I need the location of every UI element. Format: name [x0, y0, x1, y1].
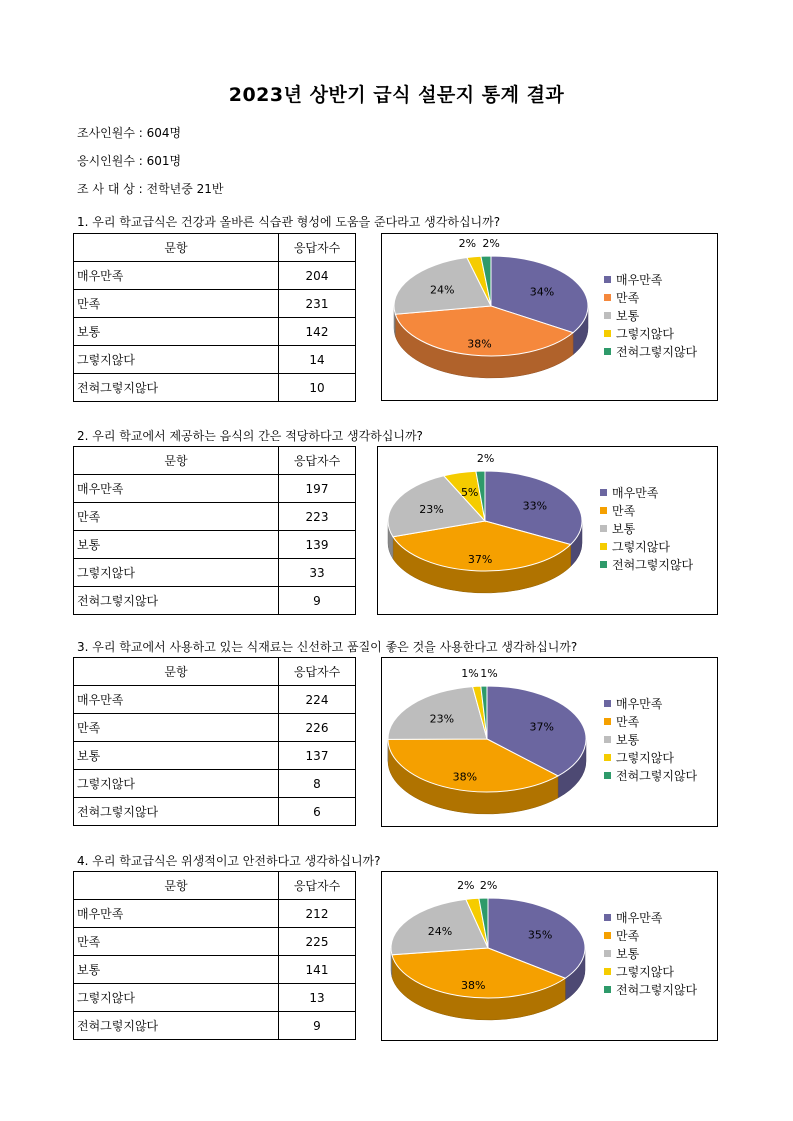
- question-title: 2. 우리 학교에서 제공하는 음식의 간은 적당하다고 생각하십니까?: [77, 429, 423, 443]
- question-title: 4. 우리 학교급식은 위생적이고 안전하다고 생각하십니까?: [77, 854, 381, 868]
- option-label: 만족: [74, 503, 279, 531]
- option-label: 그렇지않다: [74, 559, 279, 587]
- legend-label: 매우만족: [616, 697, 663, 711]
- option-count: 13: [279, 984, 356, 1012]
- table-row: [74, 984, 356, 1012]
- legend-label: 보통: [612, 522, 636, 536]
- question-title: 1. 우리 학교급식은 건강과 올바른 식습관 형성에 도움을 준다라고 생각하십니까?: [77, 215, 501, 229]
- option-label: 전혀그렇지않다: [74, 374, 279, 402]
- table-row: [74, 559, 356, 587]
- table-header-row: [74, 447, 356, 475]
- legend-label: 만족: [616, 291, 640, 305]
- pie-chart-svg: [382, 234, 717, 400]
- table-row: [74, 1012, 356, 1040]
- option-label: 그렇지않다: [74, 984, 279, 1012]
- option-count: 139: [279, 531, 356, 559]
- legend-swatch: [604, 736, 611, 743]
- header-count: 응답자수: [279, 447, 356, 475]
- option-count: 9: [279, 1012, 356, 1040]
- table-row: [74, 262, 356, 290]
- legend-swatch: [600, 507, 607, 514]
- pie-chart-svg: [378, 447, 717, 614]
- table-row: [74, 318, 356, 346]
- legend-label: 전혀그렇지않다: [616, 769, 698, 783]
- table-row: [74, 587, 356, 615]
- legend-swatch: [604, 276, 611, 283]
- response-table: [73, 233, 356, 402]
- option-label: 보통: [74, 318, 279, 346]
- legend-label: 만족: [616, 715, 640, 729]
- legend-swatch: [604, 294, 611, 301]
- option-count: 33: [279, 559, 356, 587]
- pie-data-label: 34%: [529, 285, 555, 299]
- option-label: 매우만족: [74, 686, 279, 714]
- header-count: 응답자수: [279, 872, 356, 900]
- option-label: 그렇지않다: [74, 346, 279, 374]
- pie-chart-svg: [382, 872, 717, 1040]
- legend-label: 그렇지않다: [612, 540, 670, 554]
- option-count: 137: [279, 742, 356, 770]
- option-count: 212: [279, 900, 356, 928]
- option-label: 그렇지않다: [74, 770, 279, 798]
- legend-swatch: [600, 543, 607, 550]
- legend-label: 그렇지않다: [616, 965, 674, 979]
- option-label: 보통: [74, 956, 279, 984]
- option-count: 224: [279, 686, 356, 714]
- pie-data-label: 1%: [480, 667, 498, 680]
- pie-data-label: 38%: [452, 770, 478, 784]
- question-title: 3. 우리 학교에서 사용하고 있는 식재료는 신선하고 품질이 좋은 것을 사용한다고 생각하십니까?: [77, 640, 578, 654]
- legend-swatch: [604, 932, 611, 939]
- legend-label: 보통: [616, 733, 640, 747]
- pie-data-label: 24%: [427, 925, 453, 939]
- legend-swatch: [600, 525, 607, 532]
- table-row: [74, 475, 356, 503]
- response-table: [73, 871, 356, 1040]
- option-count: 6: [279, 798, 356, 826]
- legend-swatch: [604, 968, 611, 975]
- option-count: 231: [279, 290, 356, 318]
- legend-swatch: [600, 561, 607, 568]
- table-header-row: [74, 234, 356, 262]
- legend-label: 만족: [612, 504, 636, 518]
- header-option: 문항: [74, 658, 279, 686]
- table-row: [74, 503, 356, 531]
- legend-swatch: [604, 312, 611, 319]
- header-count: 응답자수: [279, 658, 356, 686]
- option-label: 만족: [74, 928, 279, 956]
- legend-label: 그렇지않다: [616, 751, 674, 765]
- option-label: 보통: [74, 531, 279, 559]
- table-row: [74, 290, 356, 318]
- legend-swatch: [604, 772, 611, 779]
- table-header-row: [74, 658, 356, 686]
- legend-swatch: [600, 489, 607, 496]
- option-label: 전혀그렇지않다: [74, 798, 279, 826]
- response-table: [73, 446, 356, 615]
- table-row: [74, 742, 356, 770]
- option-count: 8: [279, 770, 356, 798]
- pie-chart-4: [381, 871, 718, 1041]
- table-row: [74, 900, 356, 928]
- pie-data-label: 23%: [429, 712, 455, 726]
- legend-label: 전혀그렇지않다: [616, 983, 698, 997]
- legend-label: 전혀그렇지않다: [616, 345, 698, 359]
- pie-chart-3: [381, 657, 718, 827]
- option-label: 전혀그렇지않다: [74, 1012, 279, 1040]
- option-count: 226: [279, 714, 356, 742]
- option-count: 10: [279, 374, 356, 402]
- table-row: [74, 956, 356, 984]
- option-label: 매우만족: [74, 475, 279, 503]
- pie-data-label: 5%: [460, 486, 479, 500]
- legend-swatch: [604, 718, 611, 725]
- option-label: 만족: [74, 714, 279, 742]
- response-table: [73, 657, 356, 826]
- responded-count: 응시인원수 : 601명: [77, 154, 182, 168]
- option-count: 142: [279, 318, 356, 346]
- option-count: 223: [279, 503, 356, 531]
- option-count: 9: [279, 587, 356, 615]
- legend-swatch: [604, 950, 611, 957]
- legend-label: 만족: [616, 929, 640, 943]
- header-option: 문항: [74, 872, 279, 900]
- legend-swatch: [604, 348, 611, 355]
- legend-label: 전혀그렇지않다: [612, 558, 694, 572]
- header-option: 문항: [74, 447, 279, 475]
- pie-data-label: 23%: [419, 503, 444, 517]
- option-label: 매우만족: [74, 262, 279, 290]
- option-count: 197: [279, 475, 356, 503]
- table-row: [74, 686, 356, 714]
- table-header-row: [74, 872, 356, 900]
- pie-data-label: 37%: [529, 720, 554, 734]
- table-row: [74, 798, 356, 826]
- page-title: 2023년 상반기 급식 설문지 통계 결과: [228, 84, 565, 106]
- table-row: [74, 346, 356, 374]
- pie-chart-svg: [382, 658, 717, 826]
- table-row: [74, 374, 356, 402]
- option-count: 141: [279, 956, 356, 984]
- pie-data-label: 1%: [461, 667, 479, 680]
- pie-data-label: 2%: [479, 879, 498, 892]
- legend-label: 그렇지않다: [616, 327, 674, 341]
- pie-data-label: 2%: [482, 237, 500, 250]
- option-count: 204: [279, 262, 356, 290]
- legend-label: 매우만족: [616, 911, 663, 925]
- option-count: 225: [279, 928, 356, 956]
- pie-data-label: 2%: [476, 452, 495, 465]
- legend-label: 매우만족: [612, 486, 659, 500]
- legend-label: 보통: [616, 947, 640, 961]
- legend-swatch: [604, 700, 611, 707]
- legend-swatch: [604, 330, 611, 337]
- header-option: 문항: [74, 234, 279, 262]
- table-row: [74, 714, 356, 742]
- table-row: [74, 770, 356, 798]
- pie-data-label: 35%: [527, 928, 553, 942]
- survey-target: 조 사 대 상 : 전학년중 21반: [77, 182, 224, 196]
- table-row: [74, 531, 356, 559]
- legend-label: 매우만족: [616, 273, 663, 287]
- pie-chart-1: [381, 233, 718, 401]
- pie-data-label: 2%: [457, 879, 475, 892]
- header-count: 응답자수: [279, 234, 356, 262]
- option-label: 전혀그렇지않다: [74, 587, 279, 615]
- pie-data-label: 37%: [467, 552, 493, 566]
- legend-swatch: [604, 914, 611, 921]
- pie-data-label: 38%: [467, 337, 492, 351]
- legend-swatch: [604, 986, 611, 993]
- option-label: 만족: [74, 290, 279, 318]
- legend-swatch: [604, 754, 611, 761]
- option-label: 보통: [74, 742, 279, 770]
- pie-data-label: 38%: [461, 979, 486, 993]
- pie-data-label: 24%: [430, 283, 455, 297]
- option-label: 매우만족: [74, 900, 279, 928]
- option-count: 14: [279, 346, 356, 374]
- pie-chart-2: [377, 446, 718, 615]
- pie-data-label: 2%: [458, 237, 477, 250]
- table-row: [74, 928, 356, 956]
- pie-data-label: 33%: [522, 499, 548, 513]
- surveyed-count: 조사인원수 : 604명: [77, 126, 182, 140]
- legend-label: 보통: [616, 309, 640, 323]
